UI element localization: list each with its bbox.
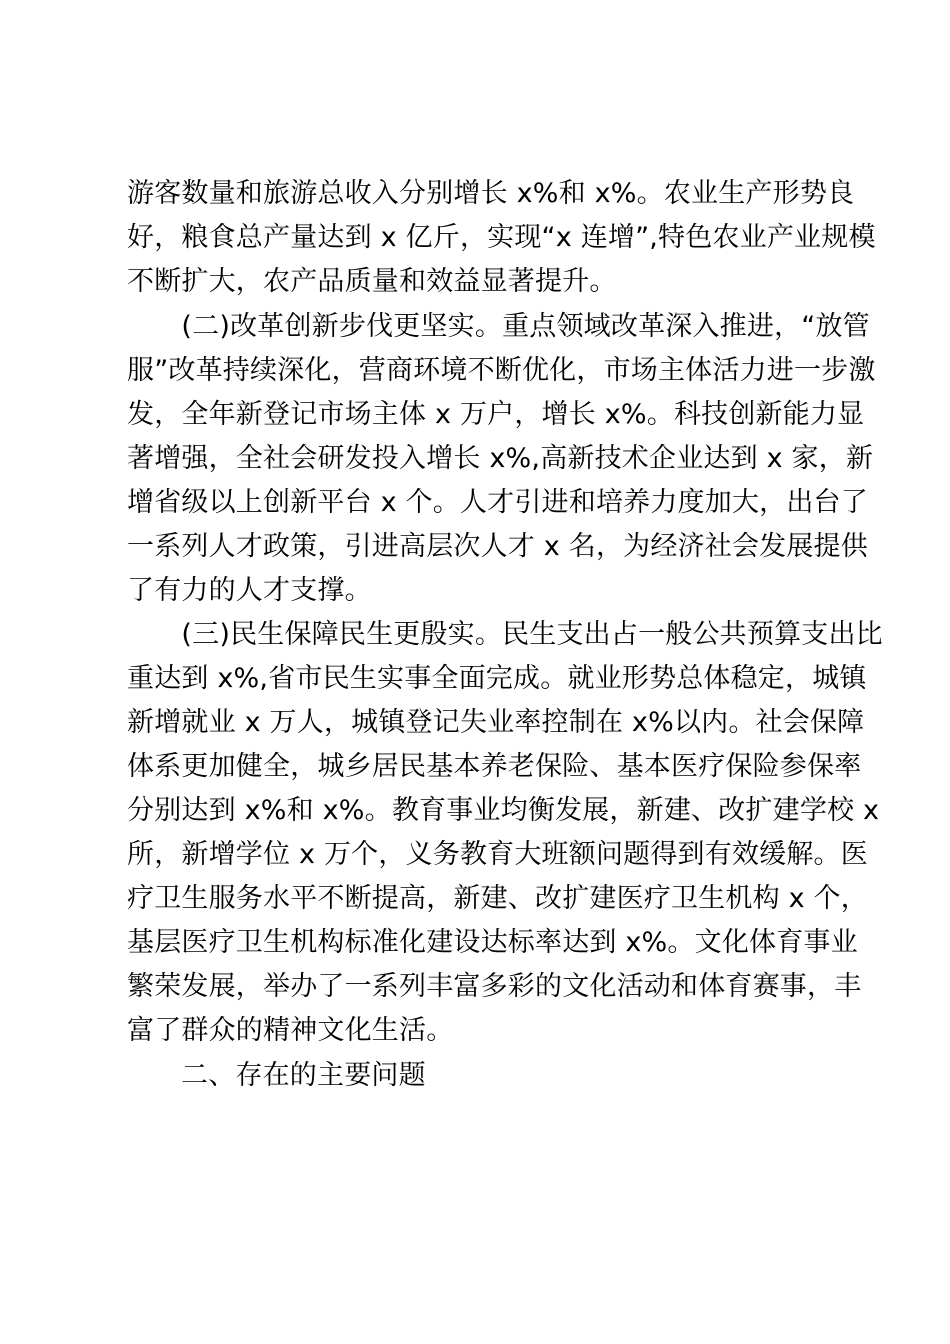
text-line: 富了群众的精神文化生活。: [127, 1015, 454, 1046]
text-line: 繁荣发展，举办了一系列丰富多彩的文化活动和体育赛事，丰: [127, 971, 862, 1002]
text-line: 体系更加健全，城乡居民基本养老保险、基本医疗保险参保率: [127, 751, 862, 782]
text-line: 发，全年新登记市场主体 x 万户，增长 x%。科技创新能力显: [127, 398, 865, 430]
section-heading-main-problems: [127, 1054, 833, 1098]
text-line: 增省级以上创新平台 x 个。人才引进和培养力度加大，出台了: [127, 486, 868, 518]
text-line: 好，粮食总产量达到 x 亿斤，实现“x 连增”,特色农业产业规模: [127, 222, 876, 253]
document-page: [127, 172, 883, 1098]
text-line: (三)民生保障民生更殷实。民生支出占一般公共预算支出比: [127, 619, 883, 650]
text-line: 疗卫生服务水平不断提高，新建、改扩建医疗卫生机构 x 个，: [127, 883, 868, 914]
text-line: 著增强，全社会研发投入增长 x%,高新技术企业达到 x 家，新: [127, 442, 874, 474]
text-line: 所，新增学位 x 万个，义务教育大班额问题得到有效缓解。医: [127, 839, 868, 870]
text-line: 分别达到 x%和 x%。教育事业均衡发展，新建、改扩建学校 x: [127, 795, 880, 826]
text-line: 一系列人才政策，引进高层次人才 x 名，为经济社会发展提供: [127, 530, 868, 562]
text-line: 新增就业 x 万人，城镇登记失业率控制在 x%以内。社会保障: [127, 707, 865, 738]
text-line: (二)改革创新步伐更坚实。重点领域改革深入推进，“放管: [127, 310, 870, 342]
text-line: 基层医疗卫生机构标准化建设达标率达到 x%。文化体育事业: [127, 927, 858, 958]
paragraph-tourism-agriculture: [127, 172, 876, 304]
text-line: 不断扩大，农产品质量和效益显著提升。: [127, 266, 617, 297]
paragraph-reform-innovation: [127, 305, 876, 613]
text-line: 了有力的人才支撑。: [127, 574, 372, 606]
section-heading: 二、存在的主要问题: [181, 1059, 426, 1091]
text-line: 服”改革持续深化，营商环境不断优化，市场主体活力进一步激: [127, 354, 876, 386]
text-line: 重达到 x%,省市民生实事全面完成。就业形势总体稳定，城镇: [127, 663, 867, 694]
text-line: 游客数量和旅游总收入分别增长 x%和 x%。农业生产形势良: [127, 178, 855, 209]
paragraph-livelihood: [127, 613, 883, 1053]
